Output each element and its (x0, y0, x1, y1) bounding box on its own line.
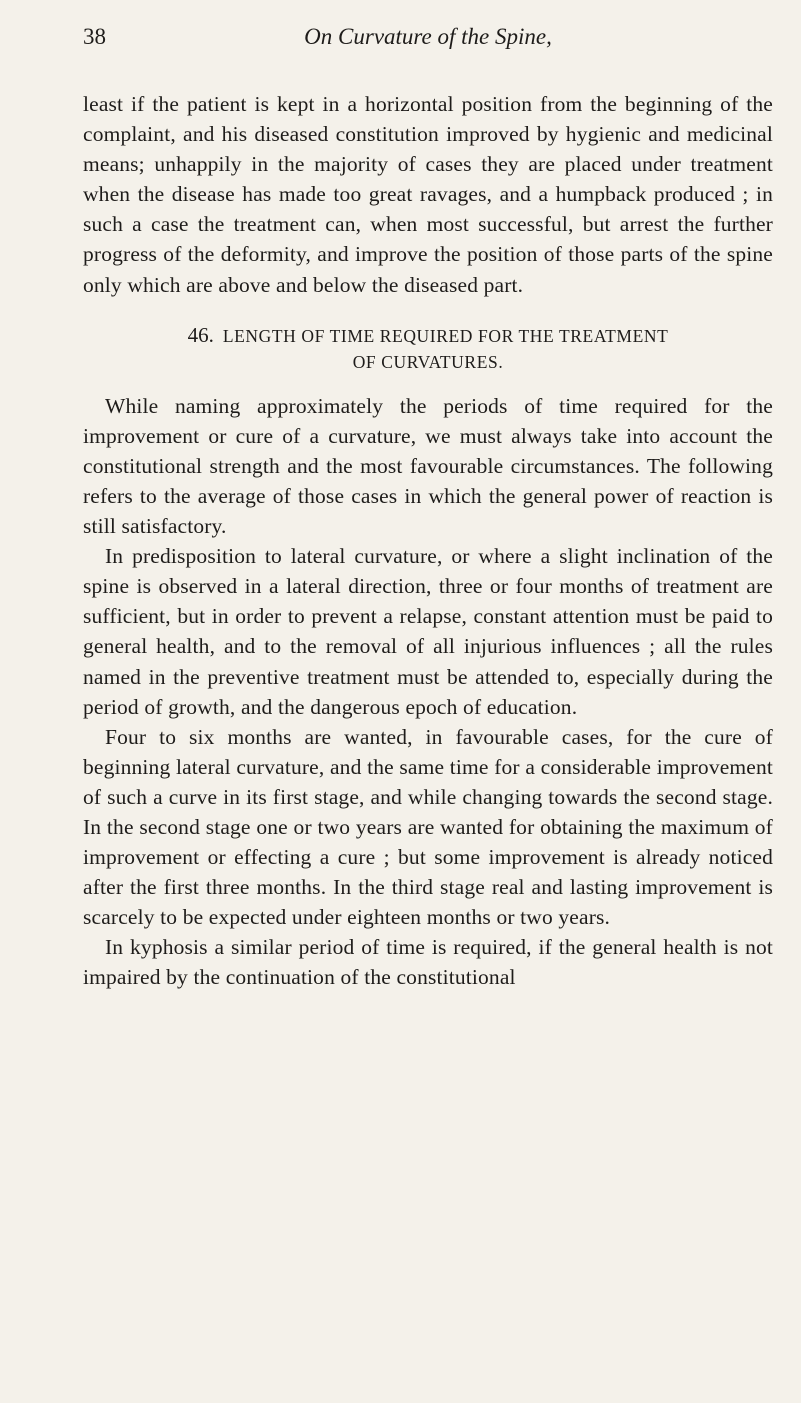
paragraph: In kyphosis a similar period of time is required, if the general health is not impaired by the continuation of the constitutional (83, 935, 773, 990)
section-title-line-1: LENGTH OF TIME REQUIRED FOR THE TREATMENT (222, 325, 669, 346)
body-text (83, 89, 773, 993)
section-number: 46. (187, 322, 214, 347)
paragraph: While naming approximately the periods of time required for the improvement or cure of a curvature, we must always take into account the constitutional strength and the most favourable circumstances. The following refers to the average of those cases in which the general power of reaction is still satisfactory. (83, 393, 773, 539)
page-header (83, 18, 773, 54)
paragraph: Four to six months are wanted, in favourable cases, for the cure of beginning lateral curvature, and the same time for a considerable improvement of such a curve in its first stage, and while changing towards the second stage. In the second stage one or two years are wanted for obtaining the maximum of improvement or effecting a cure ; but some improvement is already noticed after the first three months. In the third stage real and lasting improvement is scarcely to be expected under eighteen months or two years. (83, 724, 773, 930)
page-number: 38 (83, 24, 106, 49)
running-title: On Curvature of the Spine, (304, 24, 552, 49)
paragraph: In predisposition to lateral curvature, or where a slight inclination of the spine is observed in a lateral direction, three or four months of treatment are sufficient, but in order to prevent a relapse, constant attention must be paid to general health, and to the removal of all injurious influences ; all the rules named in the preventive treatment must be attended to, especially during the period of growth, and the dangerous epoch of education. (83, 544, 773, 719)
continuation-paragraph: least if the patient is kept in a horizontal position from the beginning of the complaint, and his diseased constitution improved by hygienic and medicinal means; unhappily in the majority of cases they are placed under treatment when the disease has made too great ravages, and a humpback produced ; in such a case the treatment can, when most successful, but arrest the further progress of the deformity, and improve the position of those parts of the spine only which are above and below the diseased part. (83, 92, 773, 297)
section-heading (83, 322, 773, 375)
section-title-line-2: OF CURVATURES. (352, 351, 504, 372)
